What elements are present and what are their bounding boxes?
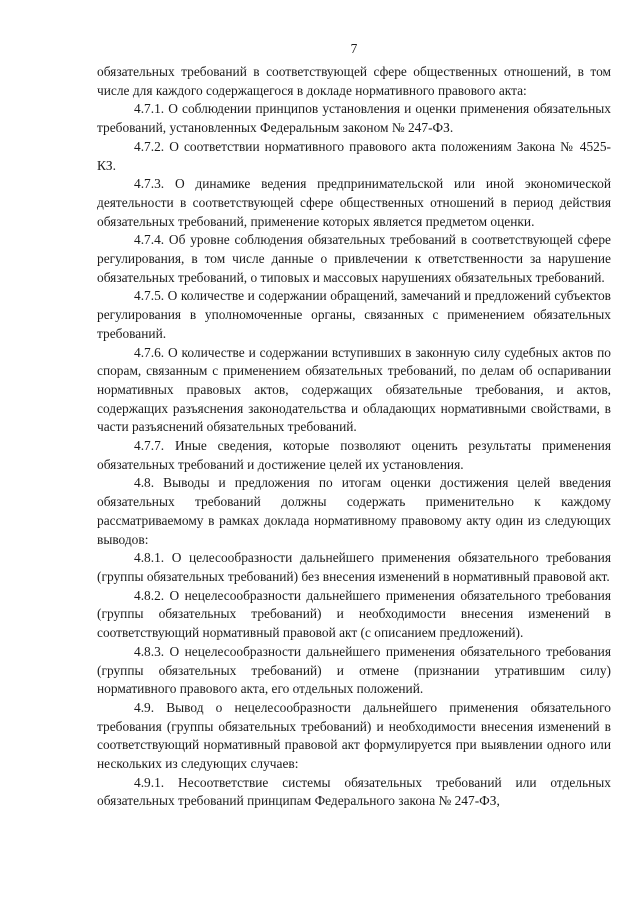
paragraph: 4.7.6. О количестве и содержании вступивших в законную силу судебных актов по спорам, связанным с применением обязательных требований, по делам об оспаривании нормативных правовых актов, содержащих обязательные требования, и актов, содержащих разъяснения законодательства и обладающих нормативными свойствами, в части разъяснений обязательных требований. [97, 344, 611, 435]
document-body [97, 63, 611, 811]
paragraph: 4.7.1. О соблюдении принципов установления и оценки применения обязательных требований, установленных Федеральным законом № 247-ФЗ. [97, 101, 611, 136]
paragraph: 4.7.4. Об уровне соблюдения обязательных требований в соответствующей сфере регулирования, в том числе данные о привлечении к ответственности за нарушение обязательных требований, о типовых и массовых нарушениях обязательных требований. [97, 232, 611, 285]
paragraph: 4.7.5. О количестве и содержании обращений, замечаний и предложений субъектов регулирования в уполномоченные органы, связанных с применением обязательных требований. [97, 288, 611, 341]
paragraph: 4.8.2. О нецелесообразности дальнейшего применения обязательного требования (группы обязательных требований) и необходимости внесения изменений в соответствующий нормативный правовой акт (с описанием предложений). [97, 587, 611, 641]
paragraph: обязательных требований в соответствующей сфере общественных отношений, в том числе для каждого содержащегося в докладе нормативного правового акта: [97, 64, 611, 98]
paragraph: 4.7.3. О динамике ведения предпринимательской или иной экономической деятельности в соответствующей сфере общественных отношений в период действия обязательных требований, применение которых является предметом оценки. [97, 176, 611, 229]
paragraph: 4.8.3. О нецелесообразности дальнейшего применения обязательного требования (группы обязательных требований) и отмене (признании утратившим силу) нормативного правового акта, его отдельных положений. [97, 643, 611, 697]
paragraph: 4.7.7. Иные сведения, которые позволяют оценить результаты применения обязательных требований и достижение целей их установления. [97, 438, 611, 472]
paragraph: 4.8. Выводы и предложения по итогам оценки достижения целей введения обязательных требований должны содержать применительно к каждому рассматриваемому в рамках доклада нормативному правовому акту один из следующих выводов: [97, 475, 611, 547]
paragraph: 4.8.1. О целесообразности дальнейшего применения обязательного требования (группы обязательных требований) без внесения изменений в нормативный правовой акт. [97, 550, 611, 584]
page-number: 7 [350, 41, 358, 56]
paragraph: 4.9.1. Несоответствие системы обязательных требований или отдельных обязательных требований принципам Федерального закона № 247-ФЗ, [97, 774, 611, 809]
document-page [97, 40, 611, 811]
paragraph: 4.9. Вывод о нецелесообразности дальнейшего применения обязательного требования (группы обязательных требований) и необходимости внесения изменений в соответствующий нормативный правовой акт формулируется при выявлении одного или нескольких из следующих случаев: [97, 699, 611, 772]
paragraph: 4.7.2. О соответствии нормативного правового акта положениям Закона № 4525-КЗ. [97, 138, 611, 173]
